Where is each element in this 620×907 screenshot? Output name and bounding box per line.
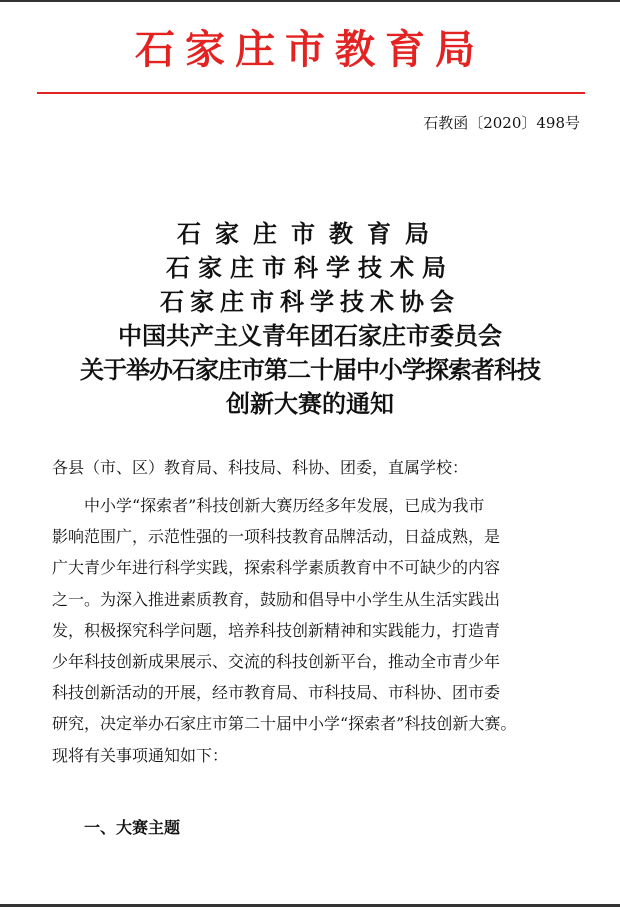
section-heading: 一、大赛主题 <box>84 818 181 837</box>
letterhead-title: 石家庄市教育局 <box>135 27 485 73</box>
body-line: 研究，决定举办石家庄市第二十届中小学“探索者”科技创新大赛。 <box>52 714 517 734</box>
body-line: 科技创新活动的开展，经市教育局、市科技局、市科协、团市委 <box>52 683 501 703</box>
body-line: 广大青少年进行科学实践，探索科学素质教育中不可缺少的内容 <box>52 558 501 578</box>
body-line: 中小学“探索者”科技创新大赛历经多年发展，已成为我市 <box>84 496 485 515</box>
title-line-subject-2: 创新大赛的通知 <box>226 389 394 418</box>
document-title <box>0 217 620 421</box>
document-number: 石教函〔2020〕498号 <box>423 114 580 132</box>
page-top-border <box>0 0 620 2</box>
body-line: 影响范围广，示范性强的一项科技教育品牌活动，日益成熟，是 <box>52 527 501 547</box>
body-line: 少年科技创新成果展示、交流的科技创新平台，推动全市青少年 <box>52 651 501 671</box>
title-line-issuer-2: 石家庄市科学技术局 <box>166 253 454 282</box>
body-line: 发，积极探究科学问题，培养科技创新精神和实践能力，打造青 <box>52 620 501 640</box>
letterhead-red-rule <box>37 92 585 94</box>
body-line: 现将有关事项通知如下： <box>52 745 229 765</box>
body-paragraph <box>52 490 582 771</box>
title-line-issuer-4: 中国共产主义青年团石家庄市委员会 <box>118 321 502 350</box>
salutation: 各县（市、区）教育局、科技局、科协、团委，直属学校： <box>52 458 469 477</box>
body-line: 之一。为深入推进素质教育，鼓励和倡导中小学生从生活实践出 <box>52 589 501 609</box>
title-line-issuer-1: 石家庄市教育局 <box>177 219 443 248</box>
title-line-issuer-3: 石家庄市科学技术协会 <box>160 287 460 316</box>
title-line-subject-1: 关于举办石家庄市第二十届中小学探索者科技 <box>80 355 540 384</box>
